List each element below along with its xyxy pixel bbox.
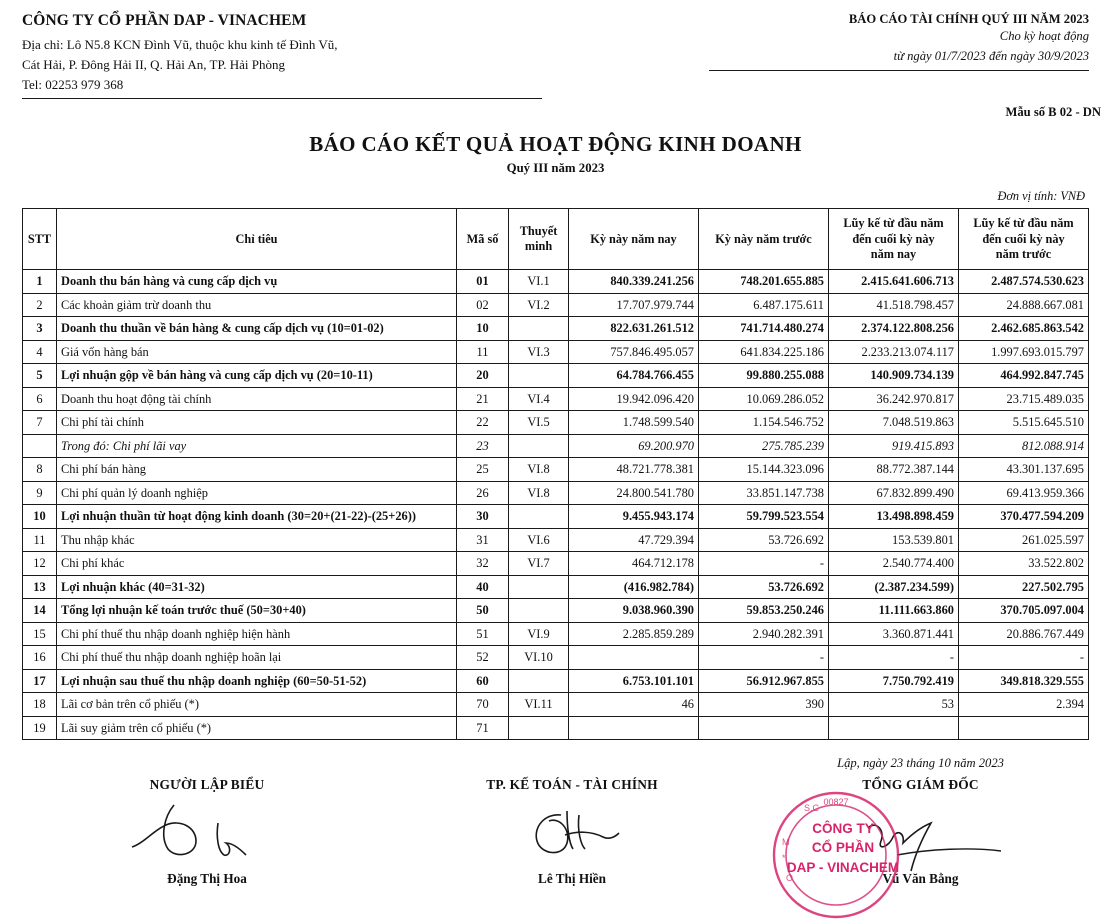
cell-this_period: 19.942.096.420 (569, 387, 699, 411)
cell-stt: 1 (23, 270, 57, 294)
svg-text:*: * (782, 853, 786, 864)
cell-this_period (569, 646, 699, 670)
cell-this_period (569, 716, 699, 740)
cell-cum_this: 919.415.893 (829, 434, 959, 458)
cell-stt: 10 (23, 505, 57, 529)
svg-text:M: M (782, 837, 790, 848)
page-title: BÁO CÁO KẾT QUẢ HOẠT ĐỘNG KINH DOANH (309, 132, 802, 157)
cell-this_period: 840.339.241.256 (569, 270, 699, 294)
cell-cum_last (959, 716, 1089, 740)
cell-last_period: 6.487.175.611 (699, 293, 829, 317)
cell-cum_this: (2.387.234.599) (829, 575, 959, 599)
cum-last-line-2: đến cuối kỳ này (982, 231, 1065, 246)
cell-name: Lợi nhuận gộp về bán hàng và cung cấp dịch vụ (20=10-11) (57, 364, 457, 388)
cell-name: Doanh thu thuần về bán hàng & cung cấp dịch vụ (10=01-02) (57, 317, 457, 341)
table-header-row (23, 209, 1089, 270)
cell-note: VI.9 (509, 622, 569, 646)
preparer-signature (22, 797, 392, 871)
cell-last_period: 390 (699, 693, 829, 717)
cell-cum_this: 2.540.774.400 (829, 552, 959, 576)
cell-code: 25 (457, 458, 509, 482)
cell-code: 26 (457, 481, 509, 505)
col-header-note-line-1: Thuyết (519, 223, 558, 238)
cell-last_period: 748.201.655.885 (699, 270, 829, 294)
cell-this_period: 46 (569, 693, 699, 717)
cell-cum_this (829, 716, 959, 740)
cell-note (509, 317, 569, 341)
company-address-line-1: Địa chỉ: Lô N5.8 KCN Đình Vũ, thuộc khu kinh tế Đình Vũ, (22, 37, 338, 52)
cell-cum_last: 349.818.329.555 (959, 669, 1089, 693)
cell-cum_this: 88.772.387.144 (829, 458, 959, 482)
cell-last_period: 56.912.967.855 (699, 669, 829, 693)
seal-line-1: CÔNG TY (812, 821, 874, 837)
cell-stt: 6 (23, 387, 57, 411)
accountant-signature-mark (487, 797, 657, 867)
table-row (23, 716, 1089, 740)
cell-stt: 14 (23, 599, 57, 623)
table-row (23, 364, 1089, 388)
cell-stt: 12 (23, 552, 57, 576)
preparer-date-spacer (22, 756, 392, 773)
report-meta-block (709, 12, 1097, 71)
cell-note (509, 599, 569, 623)
svg-text:O: O (786, 873, 794, 884)
cell-cum_last: 227.502.795 (959, 575, 1089, 599)
svg-text:00827: 00827 (823, 797, 849, 808)
cell-this_period: 822.631.261.512 (569, 317, 699, 341)
form-number: Mẫu số B 02 - DN (1005, 105, 1101, 120)
col-header-last-period: Kỳ này năm trước (699, 209, 829, 270)
cell-this_period: 2.285.859.289 (569, 622, 699, 646)
cell-note (509, 505, 569, 529)
cell-name: Lợi nhuận khác (40=31-32) (57, 575, 457, 599)
cell-cum_this: 7.048.519.863 (829, 411, 959, 435)
cell-name: Lãi cơ bản trên cổ phiếu (*) (57, 693, 457, 717)
preparer-signature-mark (122, 797, 292, 867)
accountant-role: TP. KẾ TOÁN - TÀI CHÍNH (486, 777, 658, 793)
cell-code: 31 (457, 528, 509, 552)
cell-code: 02 (457, 293, 509, 317)
cell-name: Tổng lợi nhuận kế toán trước thuế (50=30+40) (57, 599, 457, 623)
income-statement-table (22, 208, 1089, 740)
cell-name: Chi phí thuế thu nhập doanh nghiệp hiện hành (57, 622, 457, 646)
col-header-cumulative-this-year (829, 209, 959, 270)
cell-last_period: 15.144.323.096 (699, 458, 829, 482)
cell-code: 70 (457, 693, 509, 717)
cell-note (509, 364, 569, 388)
table-row (23, 599, 1089, 623)
cell-note: VI.7 (509, 552, 569, 576)
cell-code: 52 (457, 646, 509, 670)
cell-stt: 7 (23, 411, 57, 435)
cell-cum_last: 69.413.959.366 (959, 481, 1089, 505)
cell-note: VI.11 (509, 693, 569, 717)
cell-last_period: - (699, 646, 829, 670)
table-row (23, 552, 1089, 576)
cell-code: 20 (457, 364, 509, 388)
cell-cum_this: 36.242.970.817 (829, 387, 959, 411)
table-row (23, 481, 1089, 505)
cell-cum_this: 41.518.798.457 (829, 293, 959, 317)
header-divider-right (709, 70, 1089, 71)
cell-stt (23, 434, 57, 458)
cell-this_period: 1.748.599.540 (569, 411, 699, 435)
cell-name: Lợi nhuận thuần từ hoạt động kinh doanh (30=20+(21-22)-(25+26)) (57, 505, 457, 529)
signing-date: Lập, ngày 23 tháng 10 năm 2023 (837, 756, 1004, 771)
accountant-signature (392, 797, 752, 871)
table-row (23, 270, 1089, 294)
cell-last_period: 641.834.225.186 (699, 340, 829, 364)
cell-note: VI.6 (509, 528, 569, 552)
cell-name: Chi phí bán hàng (57, 458, 457, 482)
cell-cum_last: 2.487.574.530.623 (959, 270, 1089, 294)
cell-code: 40 (457, 575, 509, 599)
cell-name: Các khoản giảm trừ doanh thu (57, 293, 457, 317)
company-block (22, 12, 542, 99)
cell-code: 11 (457, 340, 509, 364)
cell-this_period: 464.712.178 (569, 552, 699, 576)
cell-stt: 17 (23, 669, 57, 693)
cell-code: 22 (457, 411, 509, 435)
cell-stt: 16 (23, 646, 57, 670)
cell-last_period: - (699, 552, 829, 576)
cell-code: 21 (457, 387, 509, 411)
svg-text:S.C: S.C (804, 803, 820, 814)
cell-stt: 18 (23, 693, 57, 717)
cell-name: Chi phí khác (57, 552, 457, 576)
table-body (23, 270, 1089, 740)
accountant-name: Lê Thị Hiền (538, 871, 606, 887)
col-header-code: Mã số (457, 209, 509, 270)
cell-name: Doanh thu bán hàng và cung cấp dịch vụ (57, 270, 457, 294)
company-name: CÔNG TY CỔ PHẦN DAP - VINACHEM (22, 12, 307, 29)
director-role: TỔNG GIÁM ĐỐC (862, 777, 979, 793)
col-header-indicator: Chỉ tiêu (57, 209, 457, 270)
cell-note: VI.4 (509, 387, 569, 411)
cell-cum_last: 43.301.137.695 (959, 458, 1089, 482)
signature-block-preparer (22, 756, 392, 887)
cell-cum_last: 33.522.802 (959, 552, 1089, 576)
cell-code: 30 (457, 505, 509, 529)
cum-this-line-1: Lũy kế từ đầu năm (843, 216, 944, 231)
table-row (23, 293, 1089, 317)
cell-note: VI.8 (509, 458, 569, 482)
director-name: Vũ Văn Bằng (882, 871, 959, 887)
col-header-note (509, 209, 569, 270)
cell-stt: 9 (23, 481, 57, 505)
cell-cum_last: 261.025.597 (959, 528, 1089, 552)
cell-this_period: (416.982.784) (569, 575, 699, 599)
table-row (23, 458, 1089, 482)
cell-cum_this: 2.233.213.074.117 (829, 340, 959, 364)
cell-note (509, 716, 569, 740)
cell-stt: 5 (23, 364, 57, 388)
signature-block-accountant (392, 756, 752, 887)
table-row (23, 622, 1089, 646)
signature-block-director (752, 756, 1089, 887)
col-header-note-line-2: minh (524, 239, 553, 254)
cell-cum_last: 370.477.594.209 (959, 505, 1089, 529)
cell-code: 60 (457, 669, 509, 693)
cell-cum_last: 24.888.667.081 (959, 293, 1089, 317)
cell-cum_this: - (829, 646, 959, 670)
cell-last_period: 33.851.147.738 (699, 481, 829, 505)
cell-note (509, 434, 569, 458)
period-range: từ ngày 01/7/2023 đến ngày 30/9/2023 (893, 48, 1089, 63)
table-row (23, 505, 1089, 529)
preparer-name: Đặng Thị Hoa (167, 871, 247, 887)
cell-this_period: 17.707.979.744 (569, 293, 699, 317)
cell-last_period: 275.785.239 (699, 434, 829, 458)
cell-cum_this: 11.111.663.860 (829, 599, 959, 623)
cell-cum_last: 5.515.645.510 (959, 411, 1089, 435)
cell-note: VI.8 (509, 481, 569, 505)
col-header-stt: STT (23, 209, 57, 270)
cum-last-line-3: năm trước (995, 246, 1052, 261)
cell-note: VI.1 (509, 270, 569, 294)
cell-last_period: 53.726.692 (699, 575, 829, 599)
cell-last_period: 59.799.523.554 (699, 505, 829, 529)
cell-cum_last: 20.886.767.449 (959, 622, 1089, 646)
currency-unit-label: Đơn vị tính: VNĐ (997, 189, 1085, 204)
table-row (23, 528, 1089, 552)
cell-cum_last: 812.088.914 (959, 434, 1089, 458)
cell-cum_last: 23.715.489.035 (959, 387, 1089, 411)
cell-note: VI.3 (509, 340, 569, 364)
cell-last_period: 99.880.255.088 (699, 364, 829, 388)
table-row (23, 340, 1089, 364)
table-row (23, 434, 1089, 458)
cell-cum_this: 67.832.899.490 (829, 481, 959, 505)
table-row (23, 387, 1089, 411)
seal-line-3: DAP - VINACHEM (786, 859, 900, 875)
cell-this_period: 757.846.495.057 (569, 340, 699, 364)
cell-cum_this: 140.909.734.139 (829, 364, 959, 388)
cell-this_period: 6.753.101.101 (569, 669, 699, 693)
cell-name: Doanh thu hoạt động tài chính (57, 387, 457, 411)
cell-note: VI.10 (509, 646, 569, 670)
cell-stt: 4 (23, 340, 57, 364)
cell-stt: 11 (23, 528, 57, 552)
cell-cum_this: 7.750.792.419 (829, 669, 959, 693)
cell-name: Chi phí quản lý doanh nghiệp (57, 481, 457, 505)
cell-cum_last: 370.705.097.004 (959, 599, 1089, 623)
cell-name: Giá vốn hàng bán (57, 340, 457, 364)
cell-last_period: 59.853.250.246 (699, 599, 829, 623)
cell-this_period: 64.784.766.455 (569, 364, 699, 388)
cell-last_period: 53.726.692 (699, 528, 829, 552)
cell-this_period: 47.729.394 (569, 528, 699, 552)
cell-last_period (699, 716, 829, 740)
cell-stt: 13 (23, 575, 57, 599)
financial-report-title: BÁO CÁO TÀI CHÍNH QUÝ III NĂM 2023 (848, 12, 1089, 26)
cell-note: VI.5 (509, 411, 569, 435)
cell-stt: 2 (23, 293, 57, 317)
cell-note: VI.2 (509, 293, 569, 317)
signature-area (0, 756, 1111, 887)
company-address-line-2: Cát Hải, P. Đông Hải II, Q. Hải An, TP. Hải Phòng (22, 56, 286, 72)
cell-code: 01 (457, 270, 509, 294)
cell-name: Lãi suy giảm trên cổ phiếu (*) (57, 716, 457, 740)
header-divider-left (22, 98, 542, 99)
preparer-role: NGƯỜI LẬP BIỂU (149, 777, 265, 793)
document-header (0, 0, 1111, 99)
col-header-cumulative-last-year (959, 209, 1089, 270)
cell-code: 32 (457, 552, 509, 576)
cell-cum_this: 3.360.871.441 (829, 622, 959, 646)
cum-this-line-3: năm nay (870, 246, 917, 261)
cell-this_period: 9.455.943.174 (569, 505, 699, 529)
table-container (0, 208, 1111, 740)
table-row (23, 646, 1089, 670)
cell-stt: 3 (23, 317, 57, 341)
cell-name: Chi phí tài chính (57, 411, 457, 435)
cell-cum_this: 153.539.801 (829, 528, 959, 552)
table-row (23, 317, 1089, 341)
cell-code: 71 (457, 716, 509, 740)
table-row (23, 411, 1089, 435)
cell-name: Thu nhập khác (57, 528, 457, 552)
cell-last_period: 2.940.282.391 (699, 622, 829, 646)
cell-stt: 19 (23, 716, 57, 740)
cum-last-line-1: Lũy kế từ đầu năm (973, 216, 1074, 231)
accountant-date-spacer (392, 756, 752, 773)
cell-cum_last: 2.462.685.863.542 (959, 317, 1089, 341)
cell-last_period: 10.069.286.052 (699, 387, 829, 411)
cell-stt: 15 (23, 622, 57, 646)
cell-code: 10 (457, 317, 509, 341)
cell-this_period: 9.038.960.390 (569, 599, 699, 623)
table-row (23, 669, 1089, 693)
period-label: Cho kỳ hoạt động (999, 29, 1089, 43)
cell-this_period: 48.721.778.381 (569, 458, 699, 482)
company-telephone: Tel: 02253 979 368 (22, 76, 124, 92)
cell-name: Trong đó: Chi phí lãi vay (57, 434, 457, 458)
seal-line-2: CỔ PHẦN (811, 840, 875, 856)
cell-this_period: 24.800.541.780 (569, 481, 699, 505)
cell-name: Chi phí thuế thu nhập doanh nghiệp hoãn lại (57, 646, 457, 670)
cell-cum_last: 464.992.847.745 (959, 364, 1089, 388)
cell-last_period: 741.714.480.274 (699, 317, 829, 341)
cell-note (509, 669, 569, 693)
col-header-this-period: Kỳ này năm nay (569, 209, 699, 270)
cell-cum_last: - (959, 646, 1089, 670)
cell-stt: 8 (23, 458, 57, 482)
director-signature-mark (811, 797, 1031, 877)
cell-this_period: 69.200.970 (569, 434, 699, 458)
cum-this-line-2: đến cuối kỳ này (852, 231, 935, 246)
cell-name: Lợi nhuận sau thuế thu nhập doanh nghiệp (60=50-51-52) (57, 669, 457, 693)
cell-cum_last: 1.997.693.015.797 (959, 340, 1089, 364)
table-row (23, 693, 1089, 717)
table-row (23, 575, 1089, 599)
page-subtitle: Quý III năm 2023 (506, 161, 605, 176)
cell-cum_last: 2.394 (959, 693, 1089, 717)
cell-code: 23 (457, 434, 509, 458)
cell-cum_this: 2.415.641.606.713 (829, 270, 959, 294)
cell-code: 50 (457, 599, 509, 623)
cell-code: 51 (457, 622, 509, 646)
cell-cum_this: 2.374.122.808.256 (829, 317, 959, 341)
cell-cum_this: 53 (829, 693, 959, 717)
cell-last_period: 1.154.546.752 (699, 411, 829, 435)
cell-note (509, 575, 569, 599)
cell-cum_this: 13.498.898.459 (829, 505, 959, 529)
